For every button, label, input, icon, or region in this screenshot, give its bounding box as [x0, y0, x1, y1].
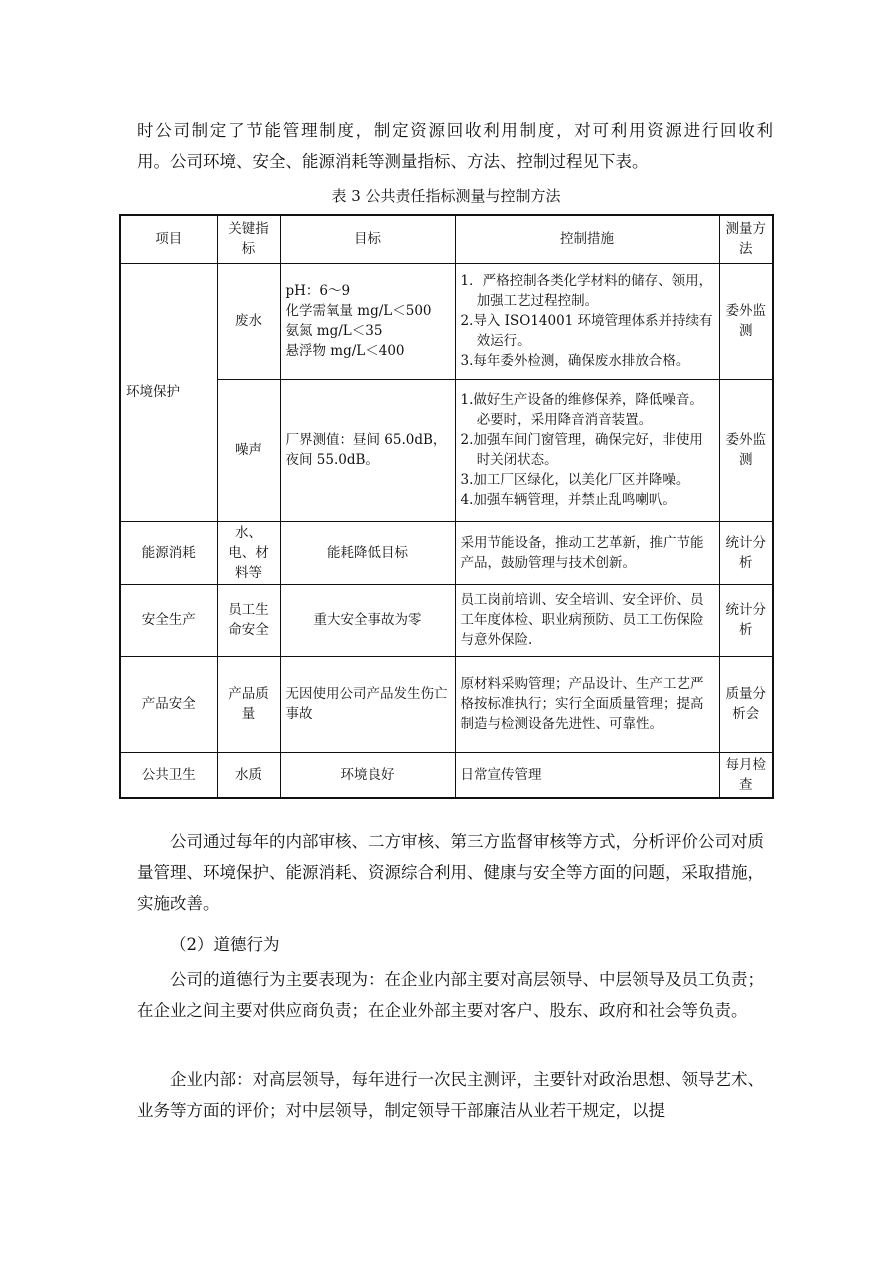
- intro-line-1: 时公司制定了节能管理制度，制定资源回收利用制度，对可利用资源进行回收利: [137, 121, 773, 140]
- table-row: [120, 584, 773, 656]
- header-measure: 控制措施: [455, 215, 719, 263]
- audit-paragraph: 公司通过每年的内部审核、二方审核、第三方监督审核等方式，分析评价公司对质量管理、环境保护、能源消耗、资源综合利用、健康与安全等方面的问题，采取措施，实施改善。: [137, 832, 764, 913]
- header-method: 测量方法: [719, 215, 773, 263]
- env-category-cell: 环境保护: [120, 263, 217, 521]
- table-header-row: [120, 215, 773, 263]
- noise-method: 委外监测: [719, 379, 773, 521]
- noise-target: 厂界测值：昼间 65.0dB，夜间 55.0dB。: [280, 379, 455, 521]
- row-indicator: 水、电、材料等: [217, 521, 280, 584]
- row-target: 环境良好: [280, 752, 455, 798]
- row-item: 能源消耗: [120, 521, 217, 584]
- row-method: 统计分析: [719, 584, 773, 656]
- header-item: 项目: [120, 215, 217, 263]
- table-row: [120, 656, 773, 752]
- noise-indicator: 噪声: [217, 379, 280, 521]
- row-item: 公共卫生: [120, 752, 217, 798]
- table-row: [120, 263, 773, 379]
- row-method: 统计分析: [719, 521, 773, 584]
- responsibility-table: [119, 214, 774, 799]
- internal-paragraph: 企业内部：对高层领导，每年进行一次民主测评，主要针对政治思想、领导艺术、业务等方面的评价；对中层领导，制定领导干部廉洁从业若干规定，以提: [137, 1070, 764, 1120]
- wastewater-indicator: 废水: [217, 263, 280, 379]
- header-target: 目标: [280, 215, 455, 263]
- section-heading: （2）道德行为: [170, 935, 280, 954]
- intro-paragraph: [137, 115, 773, 177]
- row-measure: 采用节能设备，推动工艺革新，推广节能产品，鼓励管理与技术创新。: [455, 521, 719, 584]
- header-indicator: 关键指标: [217, 215, 280, 263]
- ethics-paragraph: 公司的道德行为主要表现为：在企业内部主要对高层领导、中层领导及员工负责；在企业之间主要对供应商负责；在企业外部主要对客户、股东、政府和社会等负责。: [137, 970, 764, 1020]
- table-row: [120, 379, 773, 521]
- row-item: 安全生产: [120, 584, 217, 656]
- row-measure: 员工岗前培训、安全培训、安全评价、员工年度体检、职业病预防、员工工伤保险与意外保险.: [455, 584, 719, 656]
- noise-measures: 1.做好生产设备的维修保养，降低噪音。必要时，采用降音消音装置。 2.加强车间门窗管理，确保完好，非使用时关闭状态。 3.加工厂区绿化，以美化厂区并降噪。 4.加强车辆管理，并禁止乱鸣喇叭。: [455, 379, 719, 521]
- wastewater-targets: pH：6～9 化学需氧量 mg/L＜500 氨氮 mg/L＜35 悬浮物 mg/L＜400: [280, 263, 455, 379]
- row-indicator: 员工生命安全: [217, 584, 280, 656]
- row-indicator: 水质: [217, 752, 280, 798]
- wastewater-method: 委外监测: [719, 263, 773, 379]
- row-item: 产品安全: [120, 656, 217, 752]
- row-method: 每月检查: [719, 752, 773, 798]
- row-indicator: 产品质量: [217, 656, 280, 752]
- row-measure: 日常宣传管理: [455, 752, 719, 798]
- table-row: [120, 752, 773, 798]
- row-target: 无因使用公司产品发生伤亡事故: [280, 656, 455, 752]
- row-target: 重大安全事故为零: [280, 584, 455, 656]
- wastewater-measures: 1．严格控制各类化学材料的储存、领用，加强工艺过程控制。 2.导入 ISO14001 环境管理体系并持续有效运行。 3.每年委外检测，确保废水排放合格。: [455, 263, 719, 379]
- row-method: 质量分析会: [719, 656, 773, 752]
- row-target: 能耗降低目标: [280, 521, 455, 584]
- row-measure: 原材料采购管理；产品设计、生产工艺严格按标准执行；实行全面质量管理；提高制造与检测设备先进性、可靠性。: [455, 656, 719, 752]
- intro-line-2: 用。公司环境、安全、能源消耗等测量指标、方法、控制过程见下表。: [137, 152, 649, 171]
- table-caption: 表 3 公共责任指标测量与控制方法: [331, 187, 561, 205]
- table-row: [120, 521, 773, 584]
